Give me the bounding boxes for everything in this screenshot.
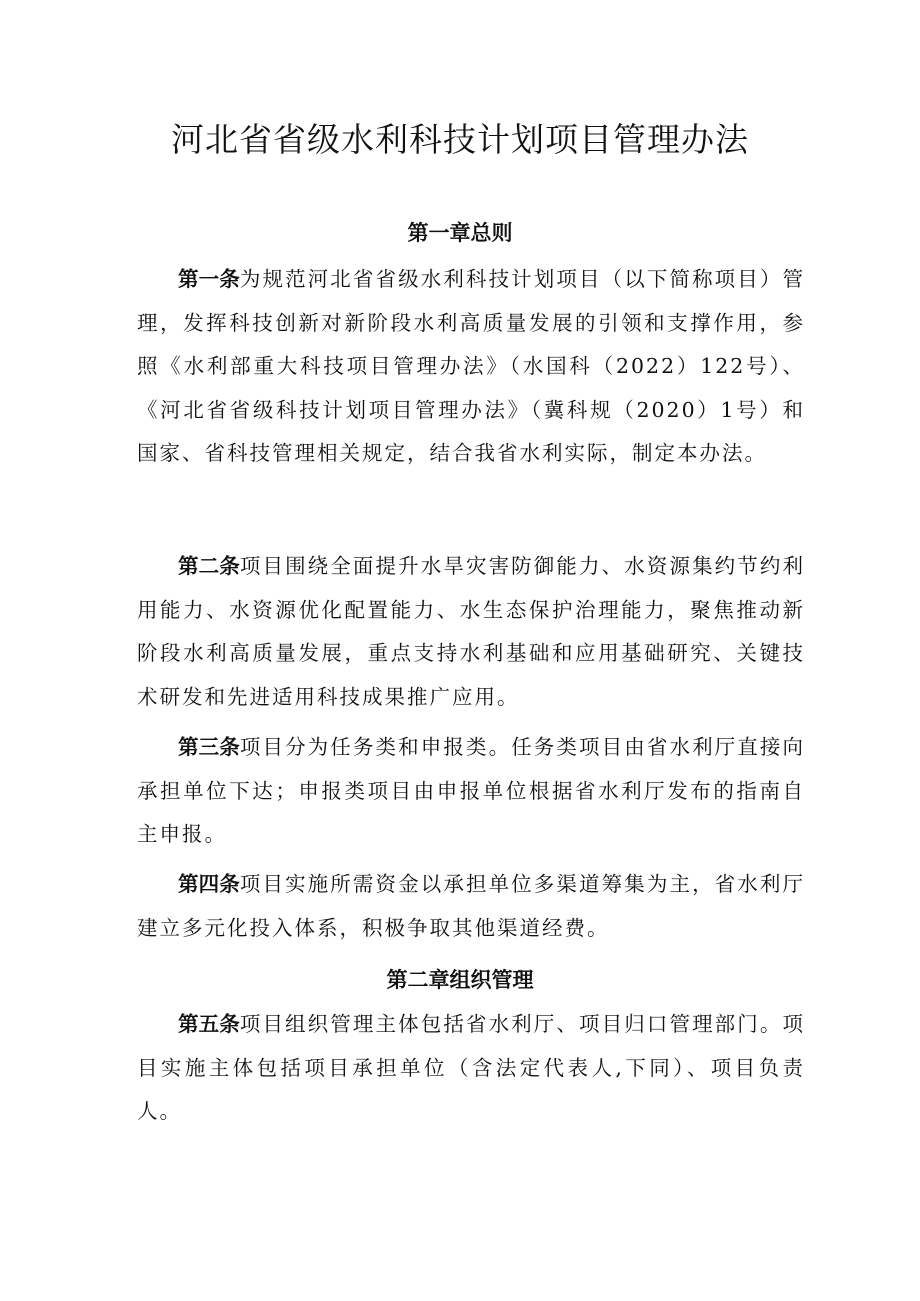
- article-2: [137, 545, 805, 719]
- document-title: 河北省省级水利科技计划项目管理办法: [171, 120, 749, 159]
- chapter-1-heading: 第一章总则: [407, 221, 513, 245]
- article-5-text: 项目组织管理主体包括省水利厅、项目归口管理部门。项目实施主体包括项目承担单位（含法定代表人,下同）、项目负责人。: [137, 1012, 806, 1123]
- article-5: [137, 1003, 805, 1134]
- article-5-label: 第五条: [178, 1012, 240, 1036]
- chapter-2-heading: 第二章组织管理: [386, 968, 534, 992]
- article-1-label: 第一条: [178, 267, 240, 291]
- article-4-label: 第四条: [178, 872, 240, 896]
- article-4-text: 项目实施所需资金以承担单位多渠道筹集为主，省水利厅建立多元化投入体系，积极争取其他渠道经费。: [137, 872, 806, 940]
- article-4: [137, 863, 805, 950]
- article-1-text: 为规范河北省省级水利科技计划项目（以下简称项目）管理，发挥科技创新对新阶段水利高质量发展的引领和支撑作用，参照《水利部重大科技项目管理办法》（水国科（2022）122号）、《河北省省级科技计划项目管理办法》（冀科规（2020）1号）和国家、省科技管理相关规定，结合我省水利实际，制定本办法。: [137, 267, 806, 465]
- article-3: [137, 726, 805, 857]
- article-3-label: 第三条: [178, 735, 240, 759]
- article-2-text: 项目围绕全面提升水旱灾害防御能力、水资源集约节约利用能力、水资源优化配置能力、水生态保护治理能力，聚焦推动新阶段水利高质量发展，重点支持水利基础和应用基础研究、关键技术研发和先进适用科技成果推广应用。: [137, 554, 806, 709]
- article-3-text: 项目分为任务类和申报类。任务类项目由省水利厅直接向承担单位下达；申报类项目由申报单位根据省水利厅发布的指南自主申报。: [137, 735, 806, 846]
- article-1: [137, 258, 805, 476]
- article-2-label: 第二条: [178, 554, 240, 578]
